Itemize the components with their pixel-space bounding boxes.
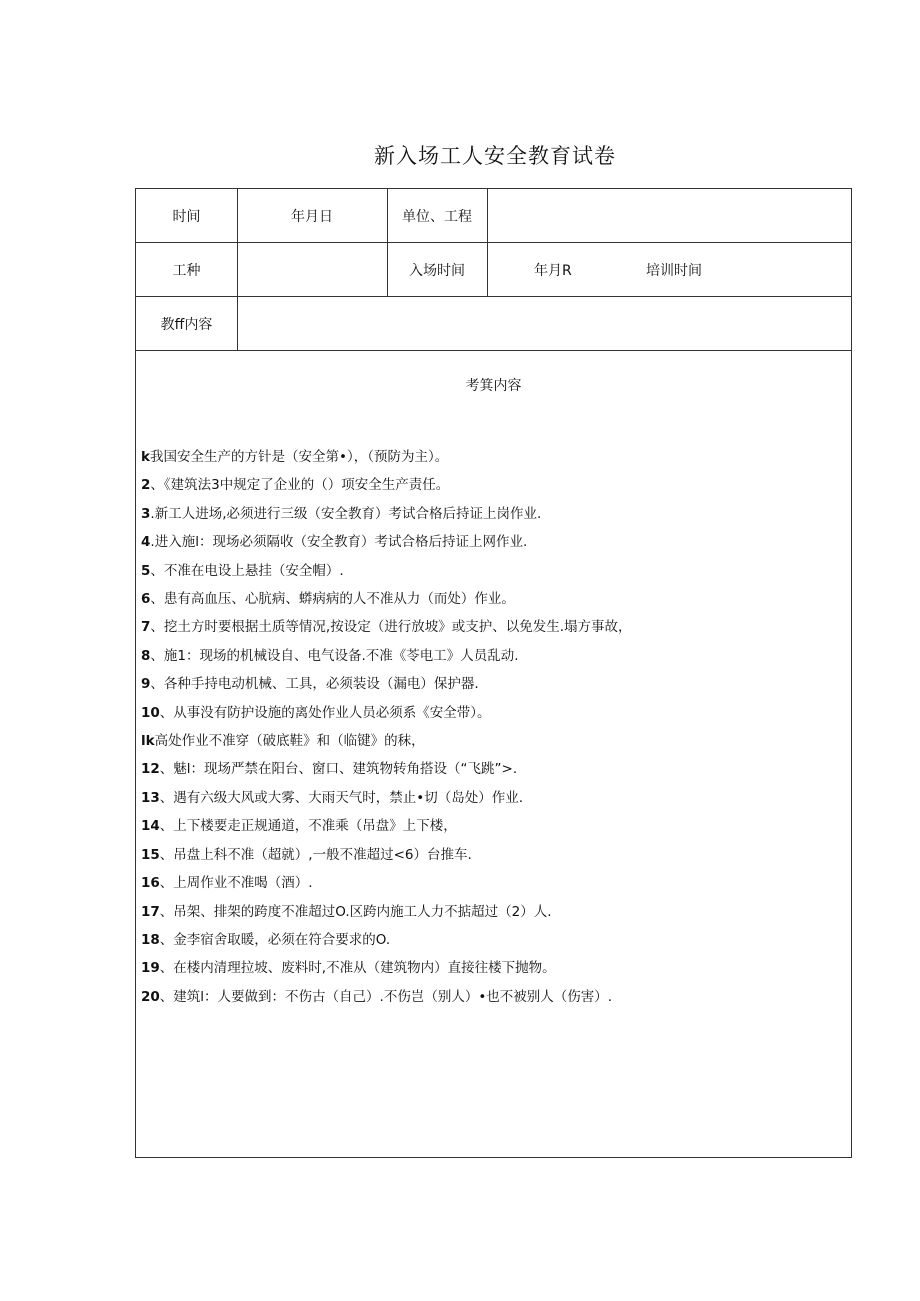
question-number: 10 <box>141 704 160 721</box>
unit-label: 单位、工程 <box>402 208 472 225</box>
unit-value-field[interactable] <box>487 189 851 242</box>
question-number: 6 <box>141 591 151 608</box>
question-item <box>141 585 841 613</box>
question-number: 15 <box>141 846 160 863</box>
question-text: .新工人进场,必须进行三级（安全教育）考试合格后持证上岗作业. <box>150 505 542 522</box>
question-number: 20 <box>141 988 160 1005</box>
question-number: 5 <box>141 562 151 579</box>
question-item <box>141 500 841 528</box>
question-text: 、不准在电设上悬挂（安全帽）. <box>150 562 344 579</box>
question-number: 2 <box>141 477 151 494</box>
question-number: 19 <box>141 960 160 977</box>
question-number: 8 <box>141 647 151 664</box>
question-item <box>141 443 841 471</box>
time-label: 时间 <box>172 208 201 225</box>
question-text: 、挖土方时要根据土质等情况,按设定（进行放坡》或支护、以免发生.塌方事故， <box>150 619 632 636</box>
question-item <box>141 528 841 556</box>
divider <box>487 243 488 296</box>
education-content-field[interactable] <box>237 297 851 350</box>
question-item <box>141 471 841 499</box>
question-text: 、各种手持电动机械、工具，必须装设（漏电）保护器. <box>150 676 479 693</box>
question-number: 17 <box>141 903 160 920</box>
question-item <box>141 954 841 982</box>
question-item <box>141 642 841 670</box>
exam-sheet <box>135 188 852 1158</box>
question-item <box>141 613 841 641</box>
entry-time-label: 入场时间 <box>409 262 465 279</box>
question-number: 16 <box>141 875 160 892</box>
education-content-label: 教ff内容 <box>160 316 213 333</box>
info-row-trade <box>136 243 851 297</box>
question-text: 、上下楼要走正规通道，不准乘（吊盘》上下楼， <box>159 818 457 835</box>
question-text: 、患有高血压、心肮病、蟒病病的人不准从力（而处）作业。 <box>150 591 515 608</box>
question-text: 、在楼内清理拉坡、废料时,不准从（建筑物内）直接往楼下抛物。 <box>159 960 556 977</box>
question-text: 高处作业不准穿（破底鞋》和（临键》的秣， <box>154 733 425 750</box>
question-text: 、遇有六级大风或大雾、大雨天气时，禁止•切（岛处）作业. <box>159 789 524 806</box>
question-number: 12 <box>141 761 160 778</box>
question-item <box>141 755 841 783</box>
question-item <box>141 557 841 585</box>
question-item <box>141 983 841 1011</box>
info-row-education <box>136 297 851 351</box>
question-item <box>141 699 841 727</box>
question-number: 18 <box>141 931 160 948</box>
question-text: 、吊架、排架的跨度不准超过O.区跨内施工人力不掂超过（2）人. <box>159 903 552 920</box>
question-text: 、建筑l：人要做到：不伤古（自己）.不伤岂（别人）•也不被别人（伤害）. <box>159 988 613 1005</box>
question-text: 我国安全生产的方针是（安全第•），（预防为主）。 <box>149 449 449 465</box>
date-value: 年月日 <box>291 208 333 225</box>
question-item <box>141 727 841 755</box>
question-item <box>141 812 841 840</box>
question-number: lk <box>141 733 155 750</box>
question-number: 9 <box>141 676 151 693</box>
trade-label: 工种 <box>172 262 201 279</box>
question-number: k <box>141 449 150 465</box>
question-text: 、魅l：现场严禁在阳台、窗口、建筑物转角搭设（“飞跳”>. <box>159 761 518 778</box>
question-number: 7 <box>141 619 151 636</box>
question-text: 、从事没有防护设施的离处作业人员必须系《安全带）。 <box>159 704 491 721</box>
question-text: 、金李宿舍取暖，必须在符合要求的O. <box>159 931 391 948</box>
question-item <box>141 869 841 897</box>
question-text: 、上周作业不准喝（酒）. <box>159 875 313 892</box>
question-text: 、《建筑法3中规定了企业的（）项安全生产责任。 <box>150 477 450 494</box>
info-row-time <box>136 189 851 243</box>
question-item <box>141 926 841 954</box>
question-text: .进入施l：现场必须隔收（安全教育）考试合格后持证上网作业. <box>150 534 528 551</box>
exam-content-heading: 考箕内容 <box>465 378 522 394</box>
question-item <box>141 898 841 926</box>
question-item <box>141 784 841 812</box>
question-item <box>141 841 841 869</box>
trade-value-field[interactable] <box>237 243 387 296</box>
question-list <box>141 443 841 1011</box>
question-number: 3 <box>141 505 151 522</box>
question-number: 4 <box>141 534 151 551</box>
entry-time-value: 年月R <box>534 262 572 279</box>
page-title: 新入场工人安全教育试卷 <box>374 144 616 168</box>
question-text: 、施1：现场的机械设自、电气设备.不准《苓电工》人员乱动. <box>150 647 519 664</box>
question-item <box>141 670 841 698</box>
training-time-label: 培训时间 <box>646 262 702 279</box>
question-text: 、吊盘上科不准（超就）,一般不准超过<6）台推车. <box>159 846 472 863</box>
question-number: 14 <box>141 818 160 835</box>
question-number: 13 <box>141 789 160 806</box>
